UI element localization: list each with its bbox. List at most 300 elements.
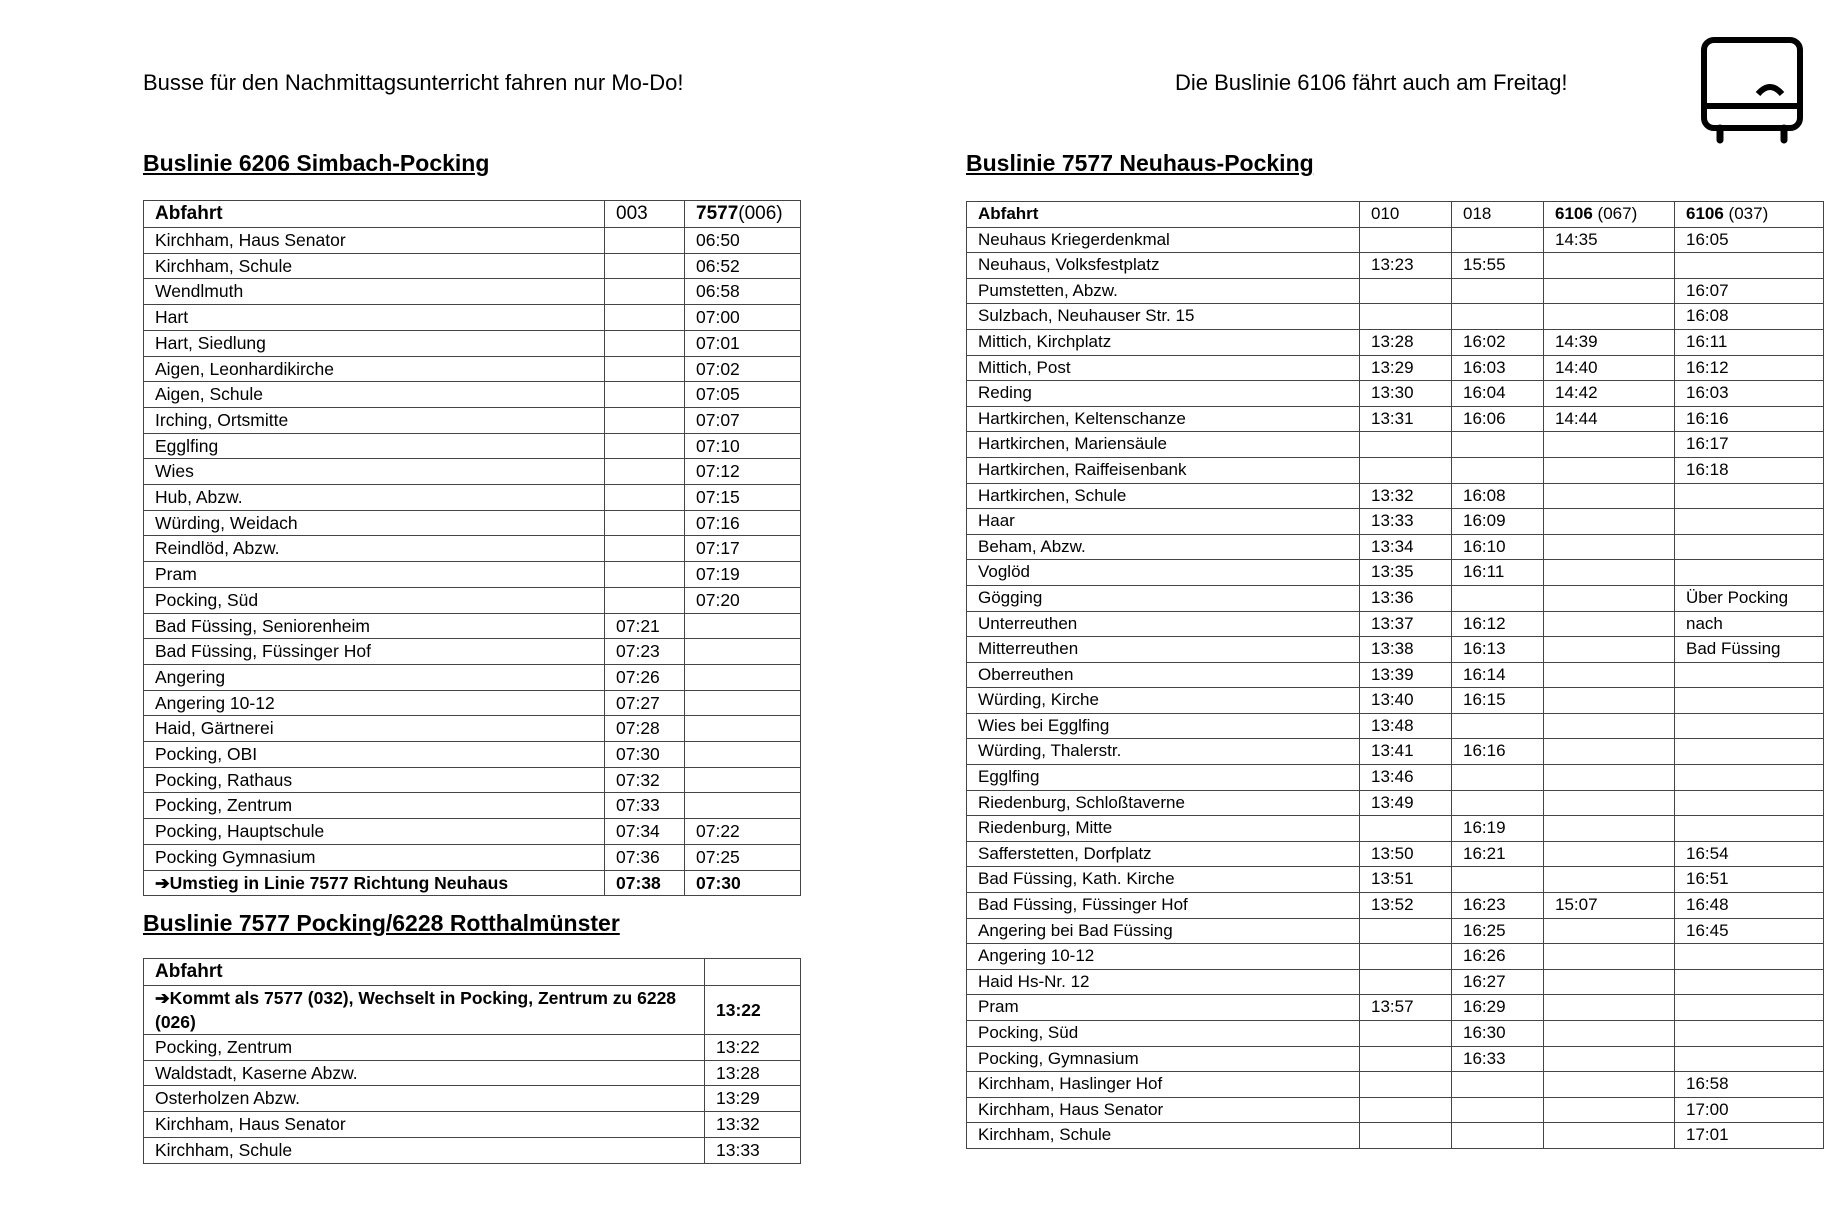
departure-time <box>685 690 801 716</box>
stop-name: Pocking, Zentrum <box>144 1035 705 1061</box>
table-row <box>967 765 1824 791</box>
stop-name: Kirchham, Schule <box>967 1123 1360 1149</box>
departure-time <box>1452 1097 1544 1123</box>
header-003: 003 <box>605 201 685 228</box>
departure-time <box>1544 611 1675 637</box>
departure-time: 16:03 <box>1675 381 1824 407</box>
stop-name: Würding, Thalerstr. <box>967 739 1360 765</box>
table-row <box>967 406 1824 432</box>
header-7577-006 <box>685 201 801 228</box>
departure-time <box>1544 509 1675 535</box>
table-row <box>144 562 801 588</box>
departure-time: 17:00 <box>1675 1097 1824 1123</box>
departure-time <box>1675 969 1824 995</box>
departure-time <box>1360 1123 1452 1149</box>
table-row <box>144 639 801 665</box>
departure-time: 13:29 <box>1360 355 1452 381</box>
departure-time: 14:44 <box>1544 406 1675 432</box>
departure-time <box>1452 1123 1544 1149</box>
departure-time: 16:29 <box>1452 995 1544 1021</box>
departure-time: 16:08 <box>1452 483 1544 509</box>
stop-name: Riedenburg, Schloßtaverne <box>967 790 1360 816</box>
stop-name: Beham, Abzw. <box>967 534 1360 560</box>
departure-time: 16:23 <box>1452 893 1544 919</box>
stop-name: Kirchham, Haslinger Hof <box>967 1072 1360 1098</box>
departure-time: 13:34 <box>1360 534 1452 560</box>
footer-time-003: 07:38 <box>605 870 685 896</box>
departure-time: 16:07 <box>1675 278 1824 304</box>
bus-front-icon <box>1700 36 1804 144</box>
departure-time: 16:26 <box>1452 944 1544 970</box>
departure-time: 13:49 <box>1360 790 1452 816</box>
departure-time: 13:57 <box>1360 995 1452 1021</box>
departure-time: 16:02 <box>1452 329 1544 355</box>
transfer-note: ➔Kommt als 7577 (032), Wechselt in Pocking, Zentrum zu 6228 (026) <box>144 986 705 1035</box>
stop-name: Neuhaus, Volksfestplatz <box>967 253 1360 279</box>
table1-title: Buslinie 6206 Simbach-Pocking <box>143 150 490 176</box>
stop-name: Hartkirchen, Mariensäule <box>967 432 1360 458</box>
table-row <box>144 1137 801 1163</box>
header-abfahrt: Abfahrt <box>144 959 705 986</box>
departure-time: 16:05 <box>1675 227 1824 253</box>
departure-time <box>1360 1097 1452 1123</box>
stop-name: Voglöd <box>967 560 1360 586</box>
table-row <box>967 713 1824 739</box>
departure-time <box>1544 1046 1675 1072</box>
table-row <box>144 1112 801 1138</box>
timetable-7577-neuhaus <box>966 201 1824 1149</box>
stop-name: Waldstadt, Kaserne Abzw. <box>144 1060 705 1086</box>
departure-time <box>605 228 685 254</box>
stop-name: Kirchham, Haus Senator <box>967 1097 1360 1123</box>
table-header-row <box>967 202 1824 228</box>
departure-time <box>1544 483 1675 509</box>
stop-name: Wies bei Egglfing <box>967 713 1360 739</box>
stop-name: Pocking, Hauptschule <box>144 819 605 845</box>
departure-time <box>1360 1046 1452 1072</box>
departure-time: 17:01 <box>1675 1123 1824 1149</box>
departure-time <box>1360 816 1452 842</box>
departure-time: 07:36 <box>605 844 685 870</box>
stop-name: Angering <box>144 664 605 690</box>
departure-time: 14:42 <box>1544 381 1675 407</box>
departure-time <box>1360 304 1452 330</box>
departure-time: 13:51 <box>1360 867 1452 893</box>
stop-name: Reindlöd, Abzw. <box>144 536 605 562</box>
stop-name: Pocking, Süd <box>144 587 605 613</box>
departure-time <box>685 793 801 819</box>
departure-time: 13:39 <box>1360 662 1452 688</box>
departure-time: 13:31 <box>1360 406 1452 432</box>
stop-name: Hartkirchen, Keltenschanze <box>967 406 1360 432</box>
departure-time <box>1675 1046 1824 1072</box>
departure-time: 16:27 <box>1452 969 1544 995</box>
departure-time: 13:28 <box>705 1060 801 1086</box>
table-footer-row <box>144 870 801 896</box>
stop-name: Haid, Gärtnerei <box>144 716 605 742</box>
departure-time: 16:13 <box>1452 637 1544 663</box>
departure-time: 16:17 <box>1675 432 1824 458</box>
table-row <box>967 1021 1824 1047</box>
table-row <box>967 585 1824 611</box>
departure-time <box>605 253 685 279</box>
stop-name: Irching, Ortsmitte <box>144 407 605 433</box>
header-abfahrt: Abfahrt <box>967 202 1360 228</box>
departure-time: 16:54 <box>1675 841 1824 867</box>
stop-name: Haar <box>967 509 1360 535</box>
departure-time <box>1452 867 1544 893</box>
departure-time <box>1544 867 1675 893</box>
table-row <box>144 433 801 459</box>
departure-time: 16:30 <box>1452 1021 1544 1047</box>
departure-time <box>1452 765 1544 791</box>
stop-name: Haid Hs-Nr. 12 <box>967 969 1360 995</box>
departure-time <box>1544 304 1675 330</box>
departure-time: 07:26 <box>605 664 685 690</box>
departure-time <box>1675 560 1824 586</box>
departure-time <box>1544 765 1675 791</box>
table-row <box>144 1060 801 1086</box>
departure-time <box>1675 509 1824 535</box>
stop-name: Pumstetten, Abzw. <box>967 278 1360 304</box>
departure-time: 13:50 <box>1360 841 1452 867</box>
header-6106-037 <box>1675 202 1824 228</box>
departure-time <box>1544 816 1675 842</box>
departure-time: 07:27 <box>605 690 685 716</box>
departure-time: 16:12 <box>1675 355 1824 381</box>
stop-name: Bad Füssing, Füssinger Hof <box>967 893 1360 919</box>
stop-name: Würding, Kirche <box>967 688 1360 714</box>
departure-time: 07:25 <box>685 844 801 870</box>
transfer-time: 13:22 <box>705 986 801 1035</box>
table-row <box>144 510 801 536</box>
departure-time <box>1675 790 1824 816</box>
departure-time <box>1360 227 1452 253</box>
departure-time: 16:48 <box>1675 893 1824 919</box>
stop-name: Kirchham, Haus Senator <box>144 228 605 254</box>
stop-name: Bad Füssing, Kath. Kirche <box>967 867 1360 893</box>
table-row <box>967 944 1824 970</box>
departure-time <box>1452 278 1544 304</box>
table-row <box>967 1097 1824 1123</box>
table-row <box>144 690 801 716</box>
departure-time: 07:34 <box>605 819 685 845</box>
departure-time <box>1544 995 1675 1021</box>
departure-time: 07:21 <box>605 613 685 639</box>
departure-time <box>1544 790 1675 816</box>
departure-time: 07:01 <box>685 330 801 356</box>
table-row <box>967 483 1824 509</box>
stop-name: Unterreuthen <box>967 611 1360 637</box>
table-row <box>967 227 1824 253</box>
departure-time: 07:28 <box>605 716 685 742</box>
departure-time <box>1452 585 1544 611</box>
stop-name: Bad Füssing, Seniorenheim <box>144 613 605 639</box>
note-afternoon-buses: Busse für den Nachmittagsunterricht fahren nur Mo-Do! <box>143 70 684 95</box>
departure-time: 16:06 <box>1452 406 1544 432</box>
departure-time <box>1452 713 1544 739</box>
header-time <box>705 959 801 986</box>
stop-name: Würding, Weidach <box>144 510 605 536</box>
stop-name: Angering 10-12 <box>967 944 1360 970</box>
departure-time: 16:11 <box>1452 560 1544 586</box>
departure-time <box>605 459 685 485</box>
departure-time <box>1675 1021 1824 1047</box>
departure-time <box>1544 1097 1675 1123</box>
departure-time: 14:40 <box>1544 355 1675 381</box>
departure-time: 16:08 <box>1675 304 1824 330</box>
departure-time <box>1452 457 1544 483</box>
departure-time <box>1452 304 1544 330</box>
departure-time <box>1544 1072 1675 1098</box>
departure-time <box>1544 560 1675 586</box>
departure-time <box>605 510 685 536</box>
departure-time: 07:19 <box>685 562 801 588</box>
departure-time: 07:17 <box>685 536 801 562</box>
departure-time <box>605 407 685 433</box>
departure-time <box>685 767 801 793</box>
table-row <box>144 767 801 793</box>
table-row <box>144 253 801 279</box>
table3-title: Buslinie 7577 Neuhaus-Pocking <box>966 150 1314 176</box>
table-row <box>967 304 1824 330</box>
table-row <box>144 587 801 613</box>
departure-time: 13:38 <box>1360 637 1452 663</box>
table-row <box>144 1086 801 1112</box>
stop-name: Egglfing <box>967 765 1360 791</box>
stop-name: Mitterreuthen <box>967 637 1360 663</box>
transfer-row <box>144 986 801 1035</box>
departure-time <box>1544 1123 1675 1149</box>
departure-time: 16:15 <box>1452 688 1544 714</box>
departure-time: 16:14 <box>1452 662 1544 688</box>
stop-name: Pocking, Zentrum <box>144 793 605 819</box>
departure-time <box>685 742 801 768</box>
header-067: (067) <box>1592 204 1638 223</box>
table-row <box>144 459 801 485</box>
departure-time: 07:20 <box>685 587 801 613</box>
departure-time: 13:33 <box>1360 509 1452 535</box>
stop-name: Kirchham, Schule <box>144 253 605 279</box>
table-row <box>967 355 1824 381</box>
departure-time <box>1360 1072 1452 1098</box>
table-row <box>144 330 801 356</box>
note-line-6106-friday: Die Buslinie 6106 fährt auch am Freitag! <box>1175 70 1568 95</box>
departure-time: 07:16 <box>685 510 801 536</box>
table-row <box>144 356 801 382</box>
departure-time: 15:55 <box>1452 253 1544 279</box>
departure-time: 16:16 <box>1675 406 1824 432</box>
departure-time <box>1544 662 1675 688</box>
table-row <box>967 918 1824 944</box>
stop-name: Kirchham, Haus Senator <box>144 1112 705 1138</box>
departure-time <box>605 562 685 588</box>
departure-time <box>1544 457 1675 483</box>
departure-time <box>685 613 801 639</box>
stop-name: Oberreuthen <box>967 662 1360 688</box>
table-row <box>967 432 1824 458</box>
departure-time <box>605 279 685 305</box>
timetable-6206 <box>143 200 801 896</box>
table-row <box>144 1035 801 1061</box>
departure-time <box>1360 969 1452 995</box>
departure-time <box>1360 432 1452 458</box>
table-row <box>967 1123 1824 1149</box>
stop-name: Pocking Gymnasium <box>144 844 605 870</box>
table-row <box>967 739 1824 765</box>
departure-time <box>1544 432 1675 458</box>
departure-time: 07:07 <box>685 407 801 433</box>
stop-name: Wies <box>144 459 605 485</box>
departure-time: nach <box>1675 611 1824 637</box>
departure-time <box>605 382 685 408</box>
departure-time: 13:52 <box>1360 893 1452 919</box>
table-row <box>967 278 1824 304</box>
table-row <box>967 253 1824 279</box>
table-row <box>967 457 1824 483</box>
departure-time: 16:45 <box>1675 918 1824 944</box>
departure-time <box>1360 944 1452 970</box>
stop-name: Aigen, Leonhardikirche <box>144 356 605 382</box>
departure-time <box>605 587 685 613</box>
departure-time <box>1544 253 1675 279</box>
departure-time: 13:35 <box>1360 560 1452 586</box>
header-010: 010 <box>1360 202 1452 228</box>
header-037: (037) <box>1723 204 1769 223</box>
departure-time <box>1544 534 1675 560</box>
departure-time: 14:35 <box>1544 227 1675 253</box>
departure-time <box>1675 944 1824 970</box>
table-row <box>144 819 801 845</box>
table-row <box>967 1046 1824 1072</box>
departure-time <box>1452 227 1544 253</box>
departure-time: 06:58 <box>685 279 801 305</box>
stop-name: Bad Füssing, Füssinger Hof <box>144 639 605 665</box>
departure-time <box>1360 1021 1452 1047</box>
table-row <box>144 742 801 768</box>
departure-time: 07:10 <box>685 433 801 459</box>
table-row <box>967 329 1824 355</box>
timetable-7577-6228 <box>143 958 801 1164</box>
departure-time <box>1675 765 1824 791</box>
departure-time: 07:02 <box>685 356 801 382</box>
departure-time: 16:33 <box>1452 1046 1544 1072</box>
departure-time: 16:11 <box>1675 329 1824 355</box>
departure-time <box>1544 713 1675 739</box>
header-6106-bold: 6106 <box>1555 204 1593 223</box>
departure-time <box>1544 841 1675 867</box>
table-row <box>967 893 1824 919</box>
departure-time: 13:28 <box>1360 329 1452 355</box>
stop-name: Gögging <box>967 585 1360 611</box>
departure-time <box>605 330 685 356</box>
departure-time <box>1544 688 1675 714</box>
stop-name: Hart, Siedlung <box>144 330 605 356</box>
departure-time: 07:15 <box>685 485 801 511</box>
departure-time: 14:39 <box>1544 329 1675 355</box>
departure-time <box>685 716 801 742</box>
stop-name: Riedenburg, Mitte <box>967 816 1360 842</box>
table-row <box>144 382 801 408</box>
departure-time: 06:52 <box>685 253 801 279</box>
departure-time: 16:51 <box>1675 867 1824 893</box>
stop-name: Aigen, Schule <box>144 382 605 408</box>
table-row <box>967 867 1824 893</box>
header-018: 018 <box>1452 202 1544 228</box>
stop-name: Osterholzen Abzw. <box>144 1086 705 1112</box>
departure-time <box>605 305 685 331</box>
table-row <box>144 485 801 511</box>
departure-time: 06:50 <box>685 228 801 254</box>
departure-time <box>1675 739 1824 765</box>
table-row <box>967 381 1824 407</box>
departure-time: Bad Füssing <box>1675 637 1824 663</box>
departure-time: 07:00 <box>685 305 801 331</box>
departure-time: 16:16 <box>1452 739 1544 765</box>
table-row <box>144 228 801 254</box>
table-row <box>144 844 801 870</box>
header-7577-bold: 7577 <box>696 202 739 224</box>
departure-time <box>1544 918 1675 944</box>
departure-time <box>1544 944 1675 970</box>
stop-name: Pocking, Rathaus <box>144 767 605 793</box>
departure-time: 07:32 <box>605 767 685 793</box>
departure-time: Über Pocking <box>1675 585 1824 611</box>
stop-name: Pocking, Süd <box>967 1021 1360 1047</box>
departure-time: 13:29 <box>705 1086 801 1112</box>
table-row <box>967 637 1824 663</box>
table-row <box>967 688 1824 714</box>
stop-name: Pram <box>144 562 605 588</box>
table-header-row <box>144 201 801 228</box>
departure-time: 16:12 <box>1452 611 1544 637</box>
departure-time: 13:37 <box>1360 611 1452 637</box>
departure-time: 16:19 <box>1452 816 1544 842</box>
departure-time <box>1544 585 1675 611</box>
table-row <box>967 841 1824 867</box>
stop-name: Safferstetten, Dorfplatz <box>967 841 1360 867</box>
table-row <box>967 995 1824 1021</box>
stop-name: Sulzbach, Neuhauser Str. 15 <box>967 304 1360 330</box>
departure-time <box>605 356 685 382</box>
departure-time: 13:23 <box>1360 253 1452 279</box>
table-row <box>967 509 1824 535</box>
departure-time <box>1360 457 1452 483</box>
departure-time <box>1360 918 1452 944</box>
stop-name: Neuhaus Kriegerdenkmal <box>967 227 1360 253</box>
departure-time: 16:03 <box>1452 355 1544 381</box>
stop-name: Wendlmuth <box>144 279 605 305</box>
table-row <box>967 534 1824 560</box>
stop-name: Angering 10-12 <box>144 690 605 716</box>
departure-time <box>605 536 685 562</box>
departure-time <box>1544 278 1675 304</box>
departure-time <box>1544 739 1675 765</box>
departure-time <box>605 485 685 511</box>
departure-time: 13:30 <box>1360 381 1452 407</box>
stop-name: Pocking, Gymnasium <box>967 1046 1360 1072</box>
departure-time: 07:05 <box>685 382 801 408</box>
departure-time <box>1675 713 1824 739</box>
departure-time: 13:32 <box>705 1112 801 1138</box>
header-6106-067 <box>1544 202 1675 228</box>
footer-transfer-note: ➔Umstieg in Linie 7577 Richtung Neuhaus <box>144 870 605 896</box>
table-row <box>144 664 801 690</box>
departure-time <box>605 433 685 459</box>
table-row <box>144 793 801 819</box>
departure-time <box>1675 253 1824 279</box>
table-row <box>967 560 1824 586</box>
